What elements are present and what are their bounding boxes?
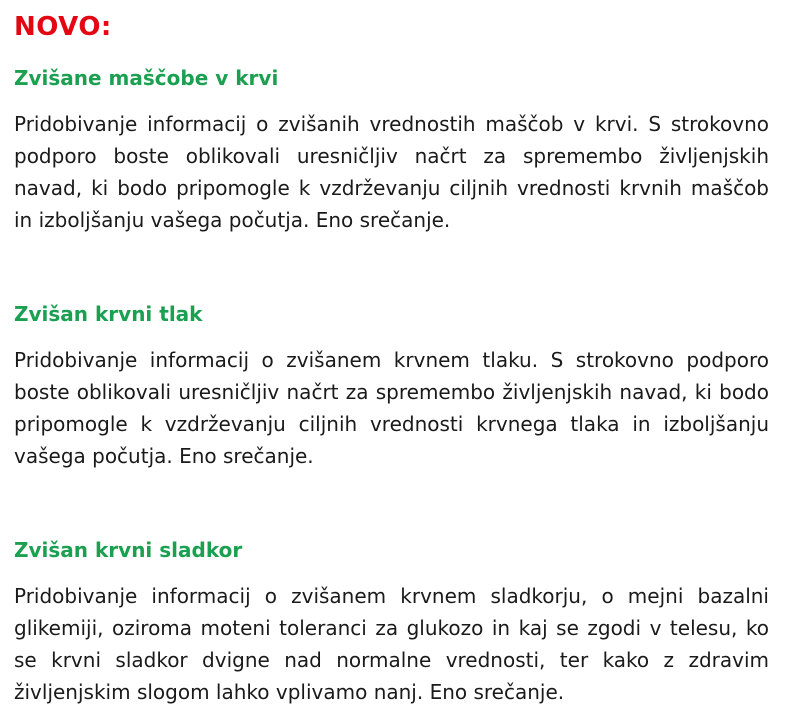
section-title-blood-fats: Zvišane maščobe v krvi	[14, 66, 279, 90]
section-body-blood-pressure: Pridobivanje informacij o zvišanem krvnem tlaku. S strokovno podporo boste oblikovali uresničljiv načrt za spremembo življenjskih navad, ki bodo pripomogle k vzdrževanju ciljnih vrednosti krvnega tlaka in izboljšanju vašega počutja. Eno srečanje.	[14, 348, 769, 468]
section-title-blood-pressure: Zvišan krvni tlak	[14, 302, 203, 326]
section-title-blood-sugar: Zvišan krvni sladkor	[14, 538, 243, 562]
document-page	[14, 10, 769, 704]
section-body-blood-sugar: Pridobivanje informacij o zvišanem krvnem sladkorju, o mejni bazalni glikemiji, oziroma moteni toleranci za glukozo in kaj se zgodi v telesu, ko se krvni sladkor dvigne nad normalne vrednosti, ter kako z zdravim življenjskim slogom lahko vplivamo nanj. Eno srečanje.	[14, 584, 769, 704]
section-body-blood-fats: Pridobivanje informacij o zvišanih vrednostih maščob v krvi. S strokovno podporo boste oblikovali uresničljiv načrt za spremembo življenjskih navad, ki bodo pripomogle k vzdrževanju ciljnih vrednosti krvnih maščob in izboljšanju vašega počutja. Eno srečanje.	[14, 112, 769, 232]
page-headline: NOVO:	[14, 12, 112, 42]
